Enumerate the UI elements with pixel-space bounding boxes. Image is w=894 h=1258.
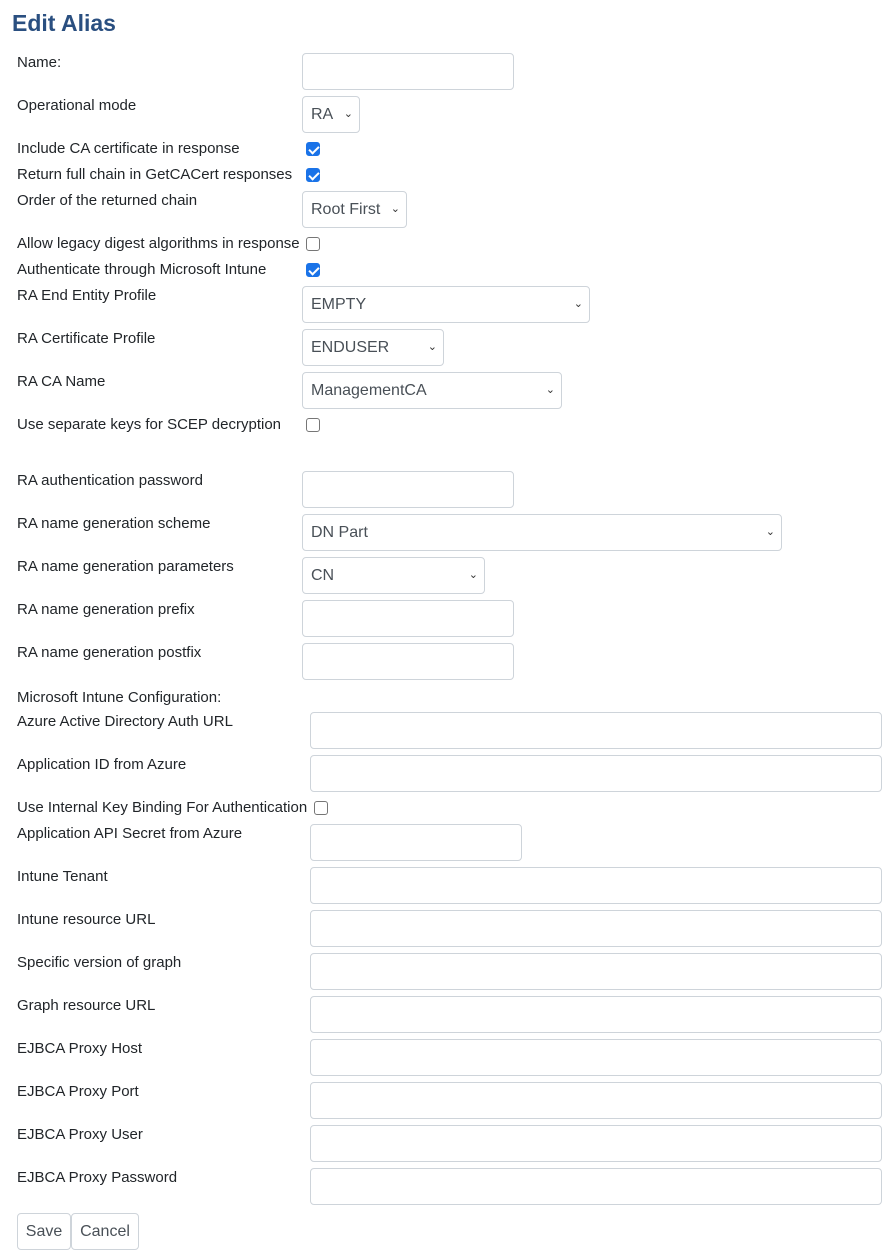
- field-label: Include CA certificate in response: [17, 140, 240, 157]
- field-label: RA End Entity Profile: [17, 287, 157, 304]
- field-label: RA authentication password: [17, 472, 203, 489]
- ra-name-generation-parameters-select[interactable]: [302, 557, 485, 594]
- field-label: Specific version of graph: [17, 954, 182, 971]
- ra-certificate-profile-select[interactable]: [302, 329, 444, 366]
- selected-value: DN Part: [311, 524, 368, 541]
- ejbca-proxy-password-input[interactable]: [310, 1168, 882, 1205]
- ra-name-generation-postfix-input[interactable]: [302, 643, 514, 680]
- field-label: Return full chain in GetCACert responses: [17, 166, 293, 183]
- field-label: RA name generation scheme: [17, 515, 211, 532]
- field-label: Intune resource URL: [17, 911, 156, 928]
- graph-resource-url-input[interactable]: [310, 996, 882, 1033]
- field-label: RA name generation parameters: [17, 558, 234, 575]
- specific-version-of-graph-input[interactable]: [310, 953, 882, 990]
- ra-name-generation-scheme-select[interactable]: [302, 514, 782, 551]
- field-label: EJBCA Proxy Host: [17, 1040, 143, 1057]
- selected-value: RA: [311, 106, 334, 123]
- field-label: Name:: [17, 54, 62, 71]
- cancel-button[interactable]: Cancel: [71, 1213, 139, 1250]
- page-title: Edit Alias: [12, 10, 116, 36]
- field-label: RA name generation prefix: [17, 601, 195, 618]
- return-full-chain-in-getcacert-responses-checkbox[interactable]: [306, 168, 320, 182]
- chevron-down-icon: ⌄: [765, 526, 775, 538]
- allow-legacy-digest-algorithms-in-response-checkbox[interactable]: [306, 237, 320, 251]
- chevron-down-icon: ⌄: [390, 203, 400, 215]
- selected-value: Root First: [311, 201, 381, 218]
- field-label: Application API Secret from Azure: [17, 825, 243, 842]
- field-label: EJBCA Proxy Password: [17, 1169, 178, 1186]
- chevron-down-icon: ⌄: [427, 341, 437, 353]
- ra-ca-name-select[interactable]: [302, 372, 562, 409]
- authenticate-through-microsoft-intune-checkbox[interactable]: [306, 263, 320, 277]
- order-of-the-returned-chain-select[interactable]: [302, 191, 407, 228]
- field-label: RA name generation postfix: [17, 644, 202, 661]
- ejbca-proxy-user-input[interactable]: [310, 1125, 882, 1162]
- azure-active-directory-auth-url-input[interactable]: [310, 712, 882, 749]
- chevron-down-icon: ⌄: [573, 298, 583, 310]
- save-button[interactable]: Save: [17, 1213, 71, 1250]
- field-label: Order of the returned chain: [17, 192, 198, 209]
- use-internal-key-binding-for-authentication-checkbox[interactable]: [314, 801, 328, 815]
- ejbca-proxy-port-input[interactable]: [310, 1082, 882, 1119]
- intune-tenant-input[interactable]: [310, 867, 882, 904]
- include-ca-certificate-in-response-checkbox[interactable]: [306, 142, 320, 156]
- field-label: Operational mode: [17, 97, 137, 114]
- field-label: EJBCA Proxy Port: [17, 1083, 139, 1100]
- field-label: Application ID from Azure: [17, 756, 187, 773]
- chevron-down-icon: ⌄: [545, 384, 555, 396]
- selected-value: EMPTY: [311, 296, 367, 313]
- application-id-from-azure-input[interactable]: [310, 755, 882, 792]
- field-label: Use Internal Key Binding For Authentication: [17, 799, 308, 816]
- field-label: RA Certificate Profile: [17, 330, 156, 347]
- chevron-down-icon: ⌄: [468, 569, 478, 581]
- field-label: Allow legacy digest algorithms in response: [17, 235, 300, 252]
- ra-authentication-password-input[interactable]: [302, 471, 514, 508]
- operational-mode-select[interactable]: [302, 96, 360, 133]
- field-label: Use separate keys for SCEP decryption: [17, 416, 282, 433]
- field-label: EJBCA Proxy User: [17, 1126, 143, 1143]
- field-label: Authenticate through Microsoft Intune: [17, 261, 267, 278]
- field-label: RA CA Name: [17, 373, 106, 390]
- field-label: Graph resource URL: [17, 997, 156, 1014]
- ra-name-generation-prefix-input[interactable]: [302, 600, 514, 637]
- intune-resource-url-input[interactable]: [310, 910, 882, 947]
- chevron-down-icon: ⌄: [343, 108, 353, 120]
- selected-value: ENDUSER: [311, 339, 390, 356]
- ra-end-entity-profile-select[interactable]: [302, 286, 590, 323]
- field-label: Intune Tenant: [17, 868, 108, 885]
- field-label: Azure Active Directory Auth URL: [17, 713, 233, 730]
- application-api-secret-from-azure-input[interactable]: [310, 824, 522, 861]
- name-input[interactable]: [302, 53, 514, 90]
- section-heading: Microsoft Intune Configuration:: [17, 689, 222, 706]
- ejbca-proxy-host-input[interactable]: [310, 1039, 882, 1076]
- use-separate-keys-for-scep-decryption-checkbox[interactable]: [306, 418, 320, 432]
- selected-value: CN: [311, 567, 335, 584]
- selected-value: ManagementCA: [311, 382, 427, 399]
